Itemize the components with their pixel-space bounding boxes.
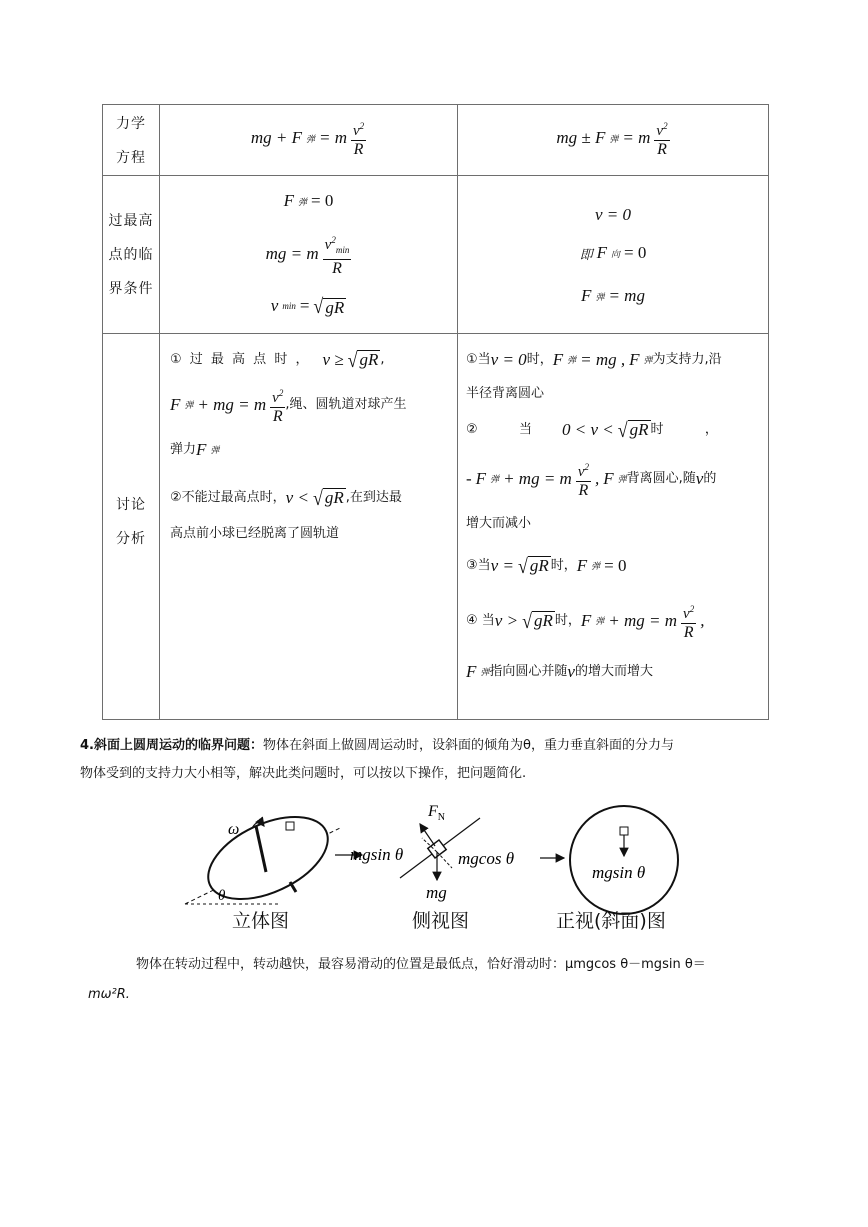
row-label-line: 点的临 [108,247,154,263]
discussion-line: 高点前小球已经脱离了圆轨道 [170,526,340,541]
fn-label: $F_N$ [428,803,446,823]
discussion-line: ③当 v = √ gR 时， F 弹 = 0 [466,554,627,578]
equation-cell [160,105,458,176]
figure-side-view [350,803,564,902]
row-label-line: 力学 [116,116,146,132]
section-body: 物体在斜面上做圆周运动时，设斜面的倾角为θ，重力垂直斜面的分力与 [262,738,674,753]
discussion-line: ①当 v = 0 时， F 弹 = mg , F 弹 为支持力,沿 [466,350,722,369]
paragraph-line: mω²R. [88,987,130,1002]
figure-caption: 正视(斜面)图 [556,910,666,932]
section-body: 物体受到的支持力大小相等，解决此类问题时，可以按以下操作，把问题简化. [80,766,527,781]
force-equation: mg + F 弹 = m $\frac{v^2}{R}$ [251,117,366,159]
discussion-line: ④ 当 v > √ gR 时， F 弹 + mg = m $\frac{v^2}{R}$ , [466,592,760,650]
circular-motion-table [102,104,769,720]
row-label-line: 方程 [116,150,146,166]
discussion-cell [160,334,458,720]
discussion-line: ① 过 最 高 点 时 ， v ≥ √ gR , [170,348,385,372]
row-label-cell [103,334,160,720]
discussion-cell [458,334,769,720]
row-label-cell [103,105,160,176]
section-4-text [80,732,800,788]
condition-line: v = 0 [594,205,632,224]
condition-line: F 弹 = 0 [283,191,334,210]
equation-cell [458,105,769,176]
mg-label: mg [426,883,447,902]
row-label-line: 过最高 [108,213,154,229]
row-label-cell [103,176,160,334]
discussion-line: 弹力 F 弹 [170,440,220,459]
theta-symbol: θ [218,888,226,904]
figure-caption: 立体图 [232,910,290,932]
condition-line: v min = √ gR [270,293,345,317]
force-equation: mg ± F 弹 = m $\frac{v^2}{R}$ [556,117,669,159]
discussion-line: ②不能过最高点时， v < √ gR ,在到达最 [170,486,402,510]
critical-condition-cell [160,176,458,334]
circle-mgsin-label: mgsin θ [592,863,646,882]
figure-caption: 侧视图 [412,910,470,932]
table-row [103,105,769,176]
table-row [103,334,769,720]
condition-line: 即 F 向 = 0 [579,243,647,263]
discussion-line: 半径背离圆心 [466,386,545,401]
mgcos-label: mgcos θ [458,849,515,868]
figure-3d-view [185,800,362,916]
conclusion-paragraph [88,950,800,1010]
discussion-line: ② 当 0 < v < √ gR 时 ， [466,418,718,442]
paragraph-line: 物体在转动过程中，转动越快，最容易滑动的位置是最低点，恰好滑动时：μmgcos θ－mgsin θ＝ [136,957,706,972]
discussion-line: F 弹 + mg = m $\frac{v^2}{R}$ ,绳、圆轨道对球产生 [170,378,449,432]
figure-front-view [570,806,678,914]
condition-line: mg = m $\frac{v^2_{min}}{R}$ [266,222,352,286]
critical-condition-cell [458,176,769,334]
table-row [103,176,769,334]
discussion-line: 增大而减小 [466,516,532,531]
condition-line: F 弹 = mg [581,286,645,305]
omega-symbol: ω [228,821,240,838]
section-title: 4.斜面上圆周运动的临界问题： [80,738,263,753]
discussion-line: - F 弹 + mg = m $\frac{v^2}{R}$ , F 弹 背离圆心,随 v 的 [466,450,760,508]
row-label-line: 界条件 [108,281,154,297]
row-label-line: 讨论 [116,497,146,513]
row-label-line: 分析 [116,531,146,547]
mgsin-label: mgsin θ [350,845,404,864]
discussion-line: F 弹 指向圆心并随 v 的增大而增大 [466,662,653,681]
